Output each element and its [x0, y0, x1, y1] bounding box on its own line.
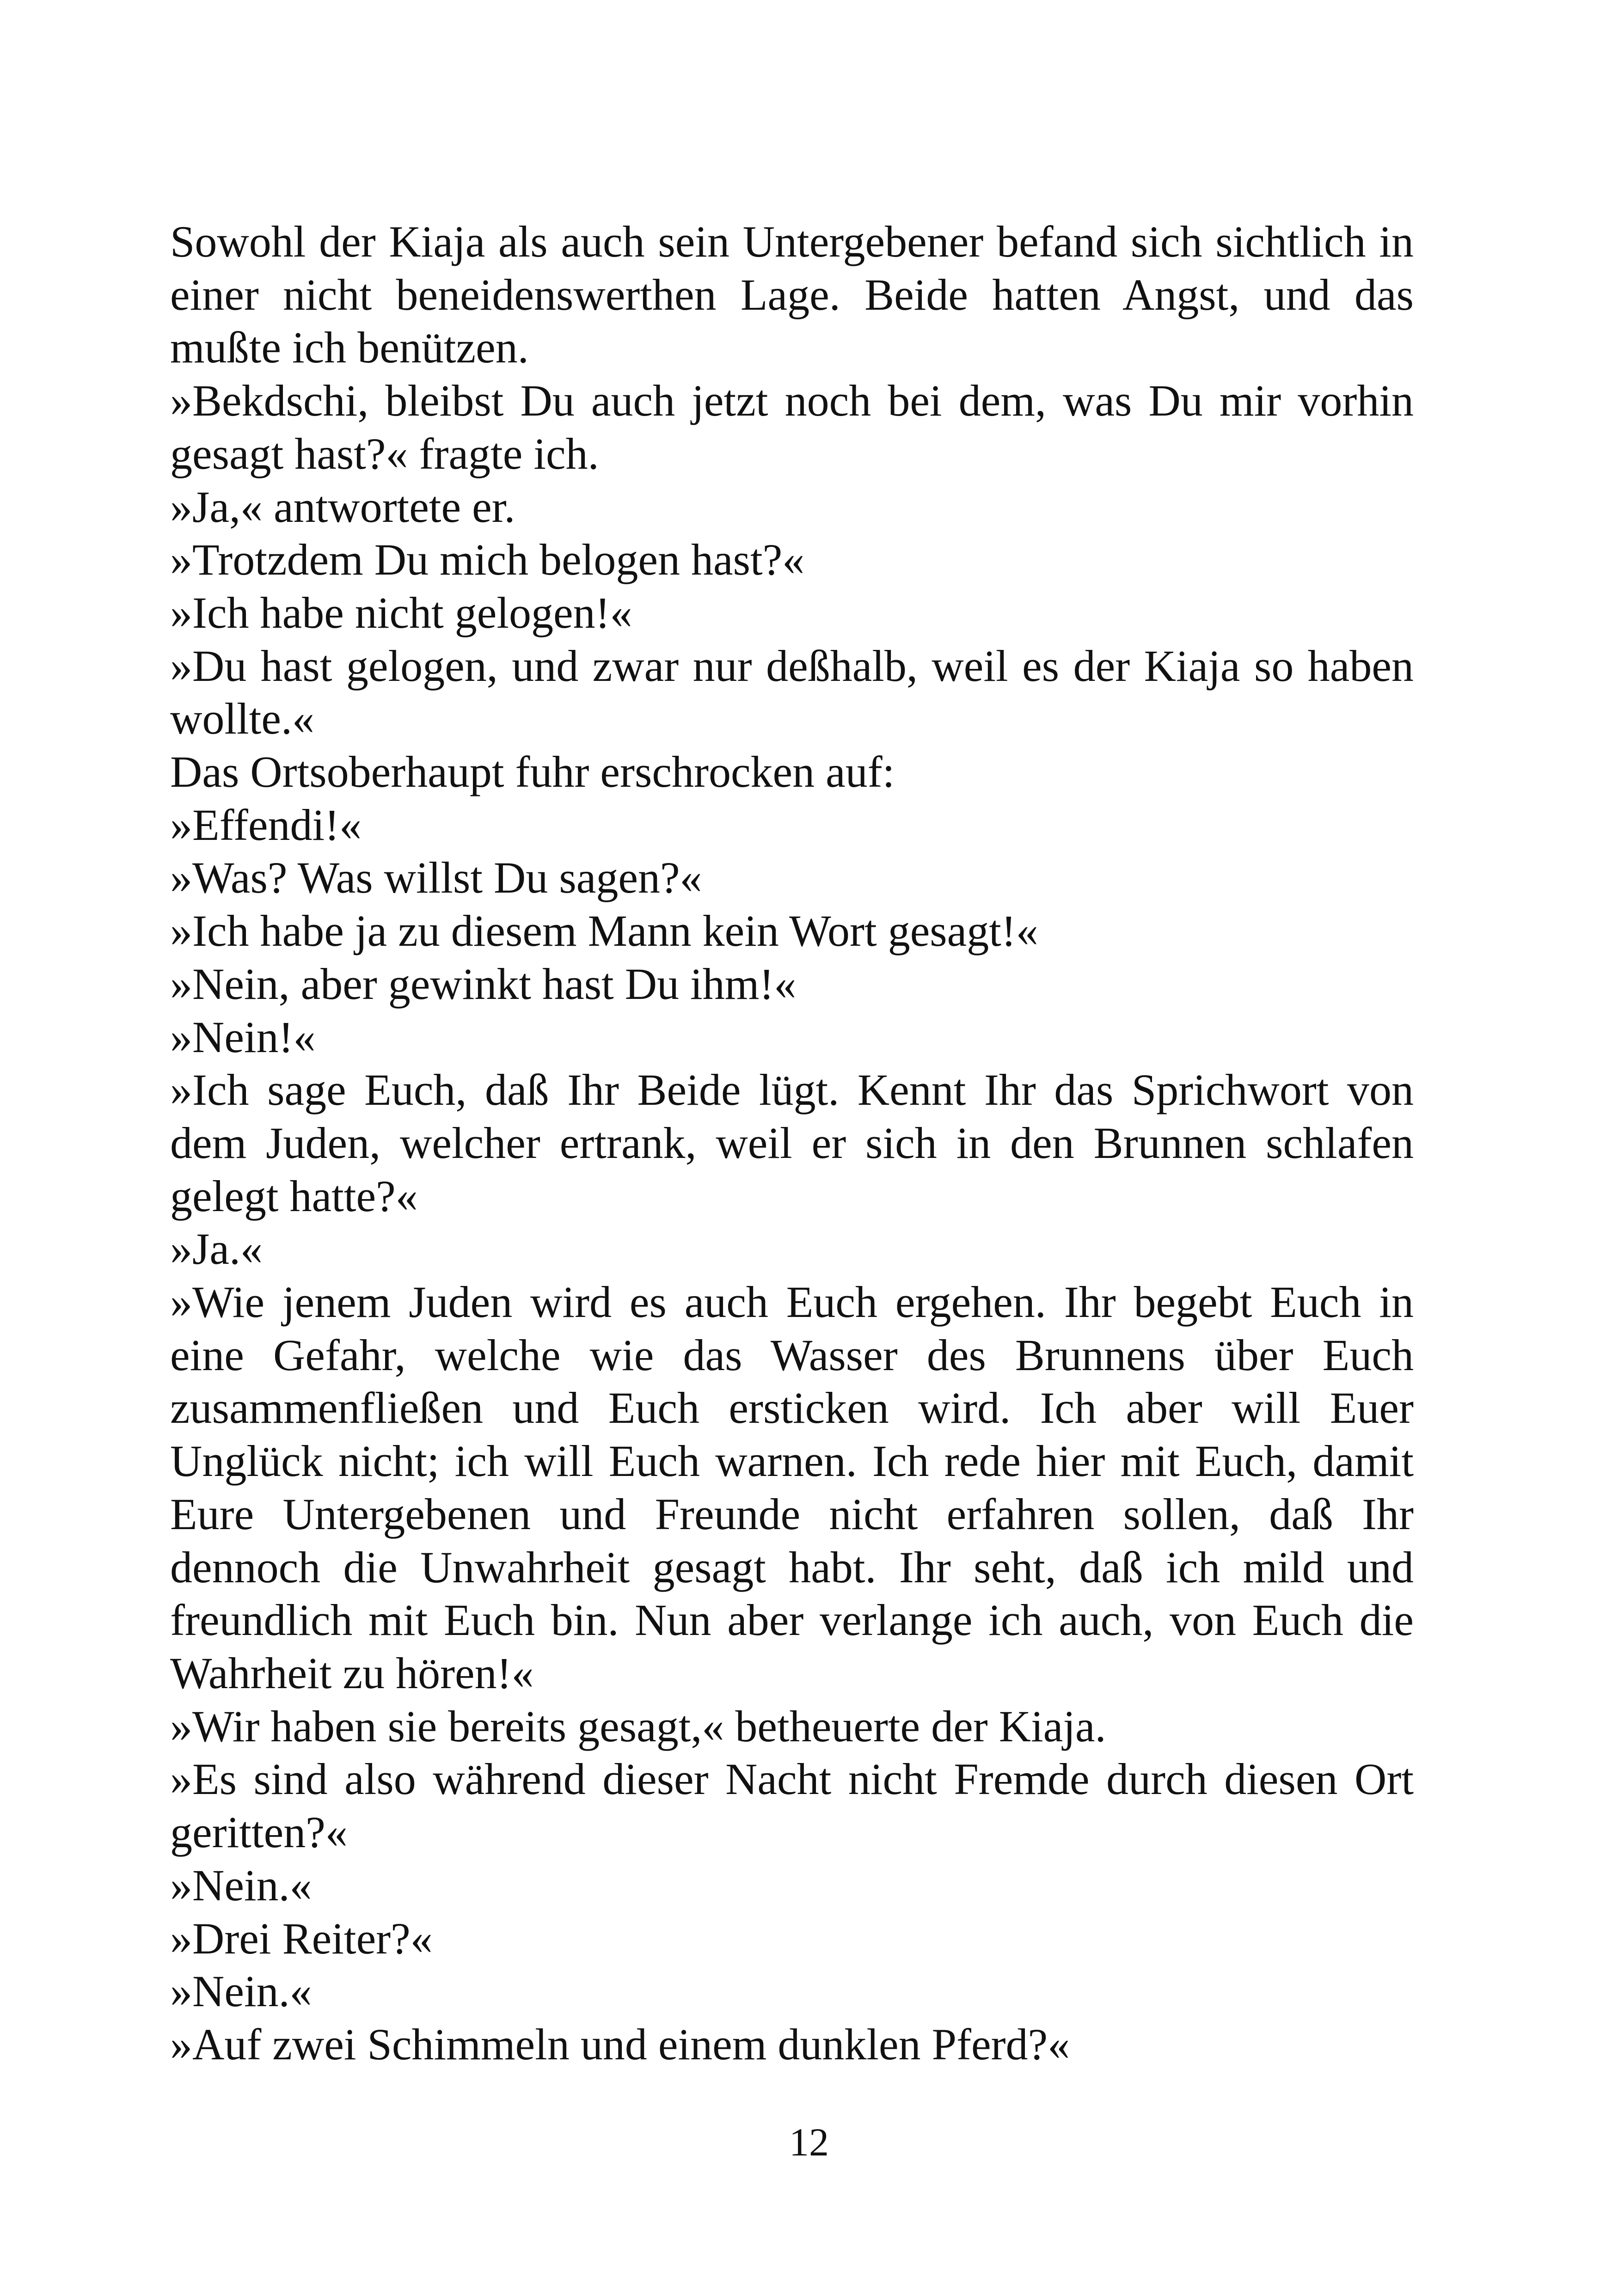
paragraph: »Ich habe ja zu diesem Mann kein Wort gesagt!«	[170, 906, 1038, 956]
paragraph: »Effendi!«	[170, 800, 362, 850]
paragraph: »Wir haben sie bereits gesagt,« betheuerte der Kiaja.	[170, 1701, 1106, 1751]
paragraph: »Wie jenem Juden wird es auch Euch ergehen. Ihr begebt Euch in eine Gefahr, welche wie das Wasser des Brunnens über Euch zusammenfließen und Euch ersticken wird. Ich aber will Euer Unglück nicht; ich will Euch warnen. Ich rede hier mit Euch, damit Eure Untergebenen und Freunde nicht erfahren sollen, daß Ihr dennoch die Unwahrheit gesagt habt. Ihr seht, daß ich mild und freundlich mit Euch bin. Nun aber verlange ich auch, von Euch die Wahrheit zu hören!«	[170, 1277, 1414, 1698]
paragraph: »Du hast gelogen, und zwar nur deßhalb, weil es der Kiaja so haben wollte.«	[170, 641, 1414, 744]
paragraph: »Ja,« antwortete er.	[170, 482, 515, 532]
paragraph: Sowohl der Kiaja als auch sein Untergebener befand sich sichtlich in einer nicht beneidenswerthen Lage. Beide hatten Angst, und das mußte ich benützen.	[170, 217, 1414, 373]
paragraph: Das Ortsoberhaupt fuhr erschrocken auf:	[170, 747, 895, 797]
paragraph: »Ja.«	[170, 1224, 263, 1274]
paragraph: »Nein.«	[170, 1860, 312, 1910]
body-text	[170, 215, 1414, 2071]
paragraph: »Nein!«	[170, 1012, 316, 1062]
paragraph: »Nein.«	[170, 1966, 312, 2016]
paragraph: »Es sind also während dieser Nacht nicht Fremde durch diesen Ort geritten?«	[170, 1754, 1414, 1857]
paragraph: »Nein, aber gewinkt hast Du ihm!«	[170, 959, 797, 1009]
paragraph: »Trotzdem Du mich belogen hast?«	[170, 535, 805, 585]
paragraph: »Was? Was willst Du sagen?«	[170, 853, 702, 903]
paragraph: »Ich habe nicht gelogen!«	[170, 588, 632, 637]
paragraph: »Drei Reiter?«	[170, 1913, 433, 1963]
paragraph: »Auf zwei Schimmeln und einem dunklen Pferd?«	[170, 2019, 1070, 2069]
paragraph: »Bekdschi, bleibst Du auch jetzt noch bei dem, was Du mir vorhin gesagt hast?« fragte ich.	[170, 376, 1414, 478]
page-number: 12	[789, 2120, 829, 2164]
paragraph: »Ich sage Euch, daß Ihr Beide lügt. Kennt Ihr das Sprichwort von dem Juden, welcher ertrank, weil er sich in den Brunnen schlafen gelegt hatte?«	[170, 1065, 1414, 1221]
